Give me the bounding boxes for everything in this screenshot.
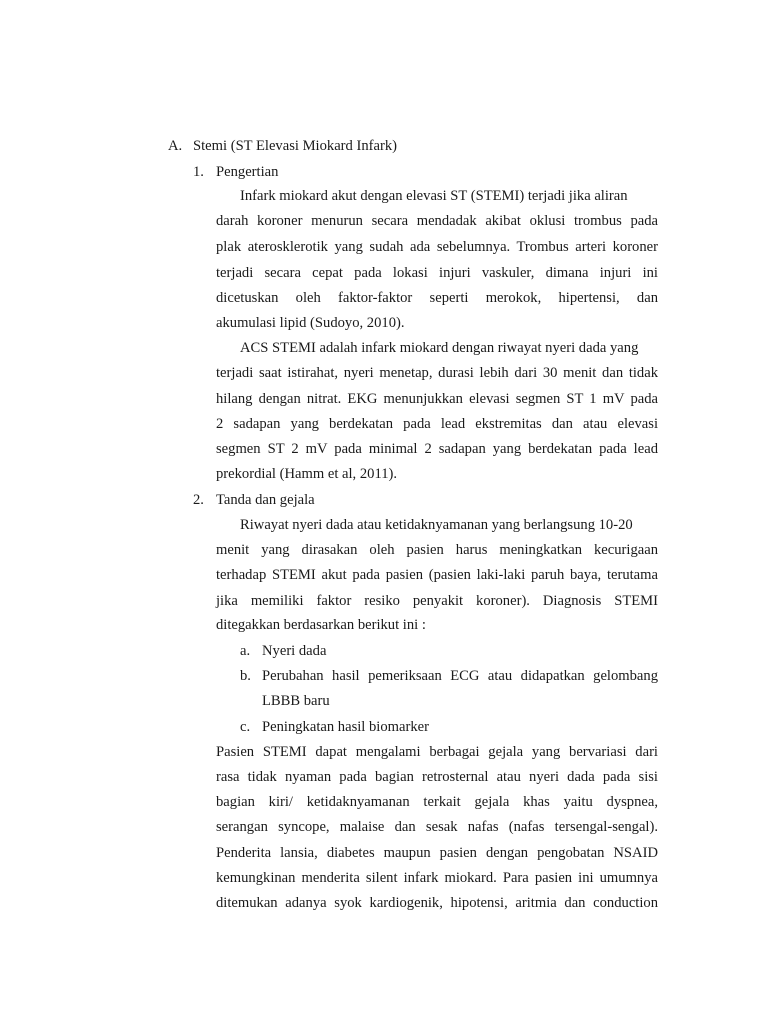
list-item-b-continued: LBBB baru bbox=[262, 693, 330, 709]
paragraph-line: ditegakkan berdasarkan berikut ini : bbox=[216, 617, 426, 633]
item-2-title: Tanda dan gejala bbox=[216, 492, 315, 508]
paragraph-line: prekordial (Hamm et al, 2011). bbox=[216, 466, 398, 482]
paragraph-line: terjadi saat istirahat, nyeri menetap, durasi lebih dari 30 menit dan tidak bbox=[216, 365, 658, 381]
list-item-b: Perubahan hasil pemeriksaan ECG atau didapatkan gelombang bbox=[262, 668, 658, 684]
list-item-a: Nyeri dada bbox=[262, 643, 327, 659]
paragraph-line: terhadap STEMI akut pada pasien (pasien laki-laki paruh baya, terutama bbox=[216, 567, 658, 583]
paragraph-line: hilang dengan nitrat. EKG menunjukkan elevasi segmen ST 1 mV pada bbox=[216, 391, 658, 407]
list-item-c: Peningkatan hasil biomarker bbox=[262, 719, 429, 735]
paragraph-line: terjadi secara cepat pada lokasi injuri vaskuler, dimana injuri ini bbox=[216, 265, 658, 281]
paragraph-line: darah koroner menurun secara mendadak akibat oklusi trombus pada bbox=[216, 213, 658, 229]
paragraph-line: ACS STEMI adalah infark miokard dengan riwayat nyeri dada yang bbox=[240, 340, 639, 356]
item-1-title: Pengertian bbox=[216, 164, 279, 180]
paragraph-line: bagian kiri/ ketidaknyamanan terkait gejala khas yaitu dyspnea, bbox=[216, 794, 658, 810]
paragraph-line: Penderita lansia, diabetes maupun pasien dengan pengobatan NSAID bbox=[216, 845, 658, 861]
paragraph-line: Infark miokard akut dengan elevasi ST (STEMI) terjadi jika aliran bbox=[240, 188, 628, 204]
paragraph-line: akumulasi lipid (Sudoyo, 2010). bbox=[216, 315, 405, 331]
paragraph-line: menit yang dirasakan oleh pasien harus meningkatkan kecurigaan bbox=[216, 542, 658, 558]
paragraph-line: plak aterosklerotik yang sudah ada sebelumnya. Trombus arteri koroner bbox=[216, 239, 658, 255]
list-marker-a: a. bbox=[240, 643, 251, 659]
paragraph-line: kemungkinan menderita silent infark miokard. Para pasien ini umumnya bbox=[216, 870, 658, 886]
paragraph-line: Pasien STEMI dapat mengalami berbagai gejala yang bervariasi dari bbox=[216, 744, 658, 760]
paragraph-line: 2 sadapan yang berdekatan pada lead ekstremitas dan atau elevasi bbox=[216, 416, 658, 432]
paragraph-line: rasa tidak nyaman pada bagian retrosternal atau nyeri dada pada sisi bbox=[216, 769, 658, 785]
section-a-title: Stemi (ST Elevasi Miokard Infark) bbox=[193, 138, 397, 154]
paragraph-line: Riwayat nyeri dada atau ketidaknyamanan yang berlangsung 10-20 bbox=[240, 517, 633, 533]
paragraph-line: segmen ST 2 mV pada minimal 2 sadapan yang berdekatan pada lead bbox=[216, 441, 658, 457]
paragraph-line: ditemukan adanya syok kardiogenik, hipotensi, aritmia dan conduction bbox=[216, 895, 658, 911]
paragraph-line: serangan syncope, malaise dan sesak nafas (nafas tersengal-sengal). bbox=[216, 819, 658, 835]
item-2-marker: 2. bbox=[193, 492, 204, 508]
paragraph-line: jika memiliki faktor resiko penyakit koroner). Diagnosis STEMI bbox=[216, 593, 658, 609]
paragraph-line: dicetuskan oleh faktor-faktor seperti merokok, hipertensi, dan bbox=[216, 290, 658, 306]
item-1-marker: 1. bbox=[193, 164, 204, 180]
section-a-marker: A. bbox=[168, 138, 183, 154]
list-marker-b: b. bbox=[240, 668, 251, 684]
list-marker-c: c. bbox=[240, 719, 251, 735]
